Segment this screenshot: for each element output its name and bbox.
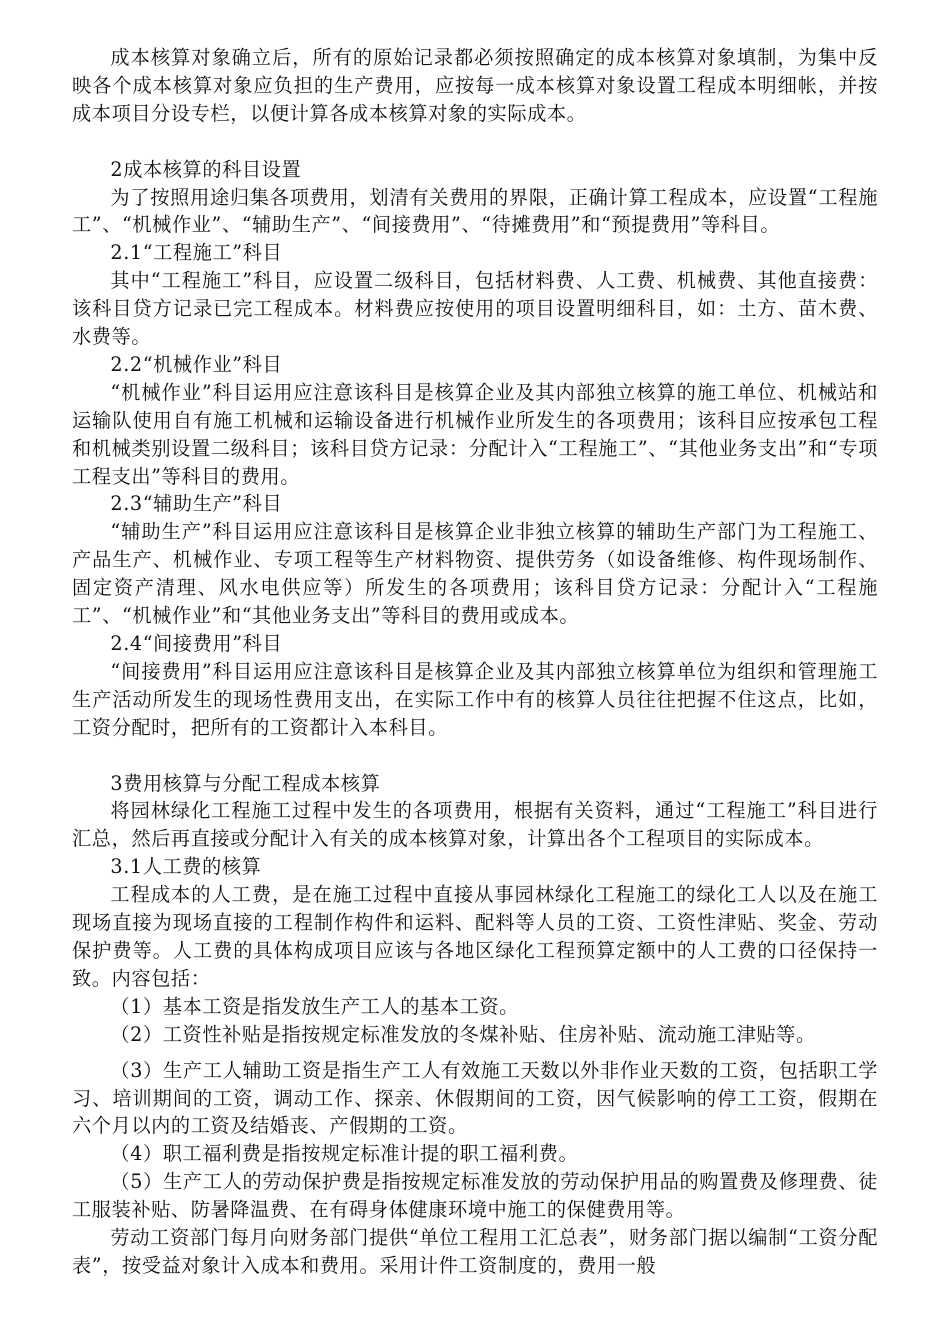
list-item-basic-wage: （1）基本工资是指发放生产工人的基本工资。 <box>110 994 519 1018</box>
paragraph-accounts-setup: 为了按照用途归集各项费用，划清有关费用的界限，正确计算工程成本，应设置“工程施工”、“机械作业”、“辅助生产”、“间接费用”、“待摊费用”和“预提费用”等科目。 <box>72 185 878 237</box>
document-body <box>72 44 878 1280</box>
subsection-heading-2-3: 2.3“辅助生产”科目 <box>110 492 283 516</box>
paragraph-wage-allocation: 劳动工资部门每月向财务部门提供“单位工程用工汇总表”，财务部门据以编制“工资分配表”，按受益对象计入成本和费用。采用计件工资制度的，费用一般 <box>72 1226 878 1277</box>
paragraph-cost-object: 成本核算对象确立后，所有的原始记录都必须按照确定的成本核算对象填制，为集中反映各个成本核算对象应负担的生产费用，应按每一成本核算对象设置工程成本明细帐，并按成本项目分设专栏，以便计算各成本核算对象的实际成本。 <box>72 46 878 125</box>
blank-line <box>72 742 878 770</box>
section-heading-3: 3费用核算与分配工程成本核算 <box>110 771 381 795</box>
blank-line <box>72 128 878 156</box>
subsection-heading-2-2: 2.2“机械作业”科目 <box>110 352 283 376</box>
paragraph-auxiliary-account: “辅助生产”科目运用应注意该科目是核算企业非独立核算的辅助生产部门为工程施工、产品生产、机械作业、专项工程等生产材料物资、提供劳务（如设备维修、构件现场制作、固定资产清理、风水电供应等）所发生的各项费用；该科目贷方记录：分配计入“工程施工”、“机械作业”和“其他业务支出”等科目的费用或成本。 <box>72 520 878 628</box>
list-item-welfare: （4）职工福利费是指按规定标准计提的职工福利费。 <box>110 1142 579 1166</box>
paragraph-cost-allocation: 将园林绿化工程施工过程中发生的各项费用，根据有关资料，通过“工程施工”科目进行汇总，然后再直接或分配计入有关的成本核算对象，计算出各个工程项目的实际成本。 <box>72 799 878 851</box>
paragraph-machinery-account: “机械作业”科目运用应注意该科目是核算企业及其内部独立核算的施工单位、机械站和运输队使用自有施工机械和运输设备进行机械作业所发生的各项费用；该科目应按承包工程和机械类别设置二级科目；该科目贷方记录：分配计入“工程施工”、“其他业务支出”和“专项工程支出”等科目的费用。 <box>72 380 878 488</box>
list-item-labor-protection: （5）生产工人的劳动保护费是指按规定标准发放的劳动保护用品的购置费及修理费、徒工服装补贴、防暑降温费、在有碍身体健康环境中施工的保健费用等。 <box>72 1170 878 1222</box>
section-heading-2: 2成本核算的科目设置 <box>110 157 302 181</box>
subsection-heading-2-4: 2.4“间接费用”科目 <box>110 632 283 656</box>
paragraph-indirect-account: “间接费用”科目运用应注意该科目是核算企业及其内部独立核算单位为组织和管理施工生产活动所发生的现场性费用支出，在实际工作中有的核算人员往往把握不住这点，比如，工资分配时，把所有的工资都计入本科目。 <box>72 659 878 739</box>
list-item-auxiliary-wage: （3）生产工人辅助工资是指生产工人有效施工天数以外非作业天数的工资，包括职工学习、培训期间的工资，调动工作、探亲、休假期间的工资，因气候影响的停工工资，假期在六个月以内的工资及结婚丧、产假期的工资。 <box>72 1058 878 1138</box>
list-item-wage-subsidy: （2）工资性补贴是指按规定标准发放的冬煤补贴、住房补贴、流动施工津贴等。 <box>110 1022 816 1046</box>
paragraph-construction-account: 其中“工程施工”科目，应设置二级科目，包括材料费、人工费、机械费、其他直接费：该科目贷方记录已完工程成本。材料费应按使用的项目设置明细科目，如：土方、苗木费、水费等。 <box>72 269 878 349</box>
spacer <box>72 1049 878 1057</box>
subsection-heading-3-1: 3.1人工费的核算 <box>110 855 262 879</box>
subsection-heading-2-1: 2.1“工程施工”科目 <box>110 241 283 265</box>
paragraph-labor-cost: 工程成本的人工费，是在施工过程中直接从事园林绿化工程施工的绿化工人以及在施工现场直接为现场直接的工程制作构件和运料、配料等人员的工资、工资性津贴、奖金、劳动保护费等。人工费的具体构成项目应该与各地区绿化工程预算定额中的人工费的口径保持一致。内容包括： <box>72 883 878 990</box>
